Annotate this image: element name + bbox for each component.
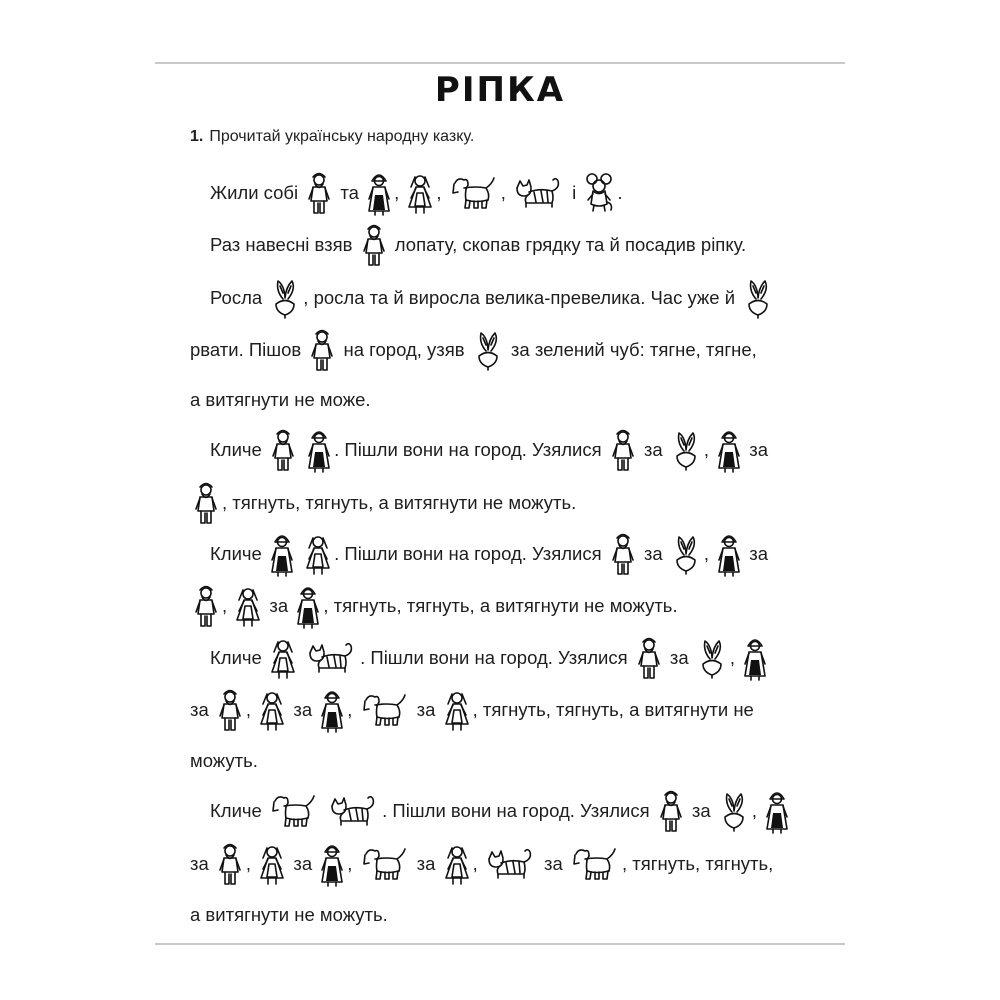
story-line <box>210 217 746 273</box>
story-text-fragment: , тягнуть, тягнуть, а витягнути не можуть. <box>323 595 678 616</box>
grandpa-icon <box>217 840 243 888</box>
grandpa-icon <box>636 634 662 682</box>
story-line <box>210 783 792 839</box>
turnip-icon <box>473 329 503 371</box>
story-text-fragment: , тягнуть, тягнуть, а витягнути не <box>472 699 754 720</box>
story-text-fragment: . Пішли вони на город. Узялися <box>382 800 655 821</box>
story-line <box>190 836 773 892</box>
story-text-fragment: , <box>751 800 763 821</box>
story-line <box>190 372 371 428</box>
page-title: РІПКА <box>434 70 566 110</box>
story-text-fragment: , <box>703 543 715 564</box>
story-text-fragment: можуть. <box>190 750 258 771</box>
story-text-fragment: , <box>394 182 405 203</box>
granddaughter-icon <box>259 842 285 886</box>
story-line <box>190 733 258 789</box>
grandma-icon <box>765 787 789 835</box>
grandpa-icon <box>306 169 332 217</box>
story-text-fragment <box>299 439 304 461</box>
story-text-fragment: на город, узяв <box>338 339 470 360</box>
story-line <box>210 630 770 686</box>
story-text-fragment: , <box>436 182 447 203</box>
story-text-fragment: за <box>664 647 694 668</box>
bottom-divider <box>155 943 845 945</box>
grandpa-icon <box>610 426 636 474</box>
dog-icon <box>361 845 409 883</box>
granddaughter-icon <box>305 532 331 576</box>
grandpa-icon <box>309 326 335 374</box>
grandpa-icon <box>217 686 243 734</box>
cat-icon <box>486 847 536 881</box>
story-text-fragment: Кличе <box>210 543 267 564</box>
grandma-icon <box>320 686 344 734</box>
task-instruction <box>190 128 474 146</box>
cat-icon <box>329 794 379 828</box>
dog-icon <box>571 845 619 883</box>
grandpa-icon <box>193 582 219 630</box>
granddaughter-icon <box>235 584 261 628</box>
story-line <box>210 165 623 221</box>
story-text-fragment: , <box>500 182 511 203</box>
turnip-icon <box>270 277 300 319</box>
granddaughter-icon <box>270 636 296 680</box>
turnip-icon <box>671 429 701 471</box>
story-text-fragment: за <box>638 439 668 460</box>
story-text-fragment: , тягнуть, тягнуть, <box>621 853 774 874</box>
grandpa-icon <box>361 221 387 269</box>
turnip-icon <box>697 637 727 679</box>
grandpa-icon <box>193 479 219 527</box>
turnip-icon <box>719 790 749 832</box>
story-line <box>210 526 768 582</box>
granddaughter-icon <box>259 688 285 732</box>
story-text-fragment: за <box>288 853 318 874</box>
story-text-fragment <box>299 647 304 669</box>
story-text-fragment: Кличе <box>210 647 267 668</box>
top-divider <box>155 62 845 64</box>
grandpa-icon <box>658 787 684 835</box>
cat-icon <box>514 176 564 210</box>
grandma-icon <box>320 840 344 888</box>
story-text-fragment <box>297 543 302 565</box>
story-line <box>190 475 576 531</box>
story-text-fragment: лопату, скопав грядку та й посадив ріпку. <box>389 234 747 255</box>
story-text-fragment: , <box>729 647 741 668</box>
story-text-fragment: Жили собі <box>210 182 304 203</box>
story-text-fragment: Кличе <box>210 439 267 460</box>
story-line <box>210 270 776 326</box>
cat-icon <box>307 641 357 675</box>
story-text-fragment <box>321 800 326 822</box>
story-text-fragment: , тягнуть, тягнуть, а витягнути не можуть. <box>222 492 577 513</box>
story-text-fragment: за <box>288 699 318 720</box>
story-text-fragment: за <box>744 439 769 460</box>
grandma-icon <box>367 169 391 217</box>
story-text-fragment: , росла та й виросла велика-превелика. Час уже й <box>303 287 741 308</box>
story-text-fragment: за зелений чуб: тягне, тягне, <box>505 339 757 360</box>
task-text: Прочитай українську народну казку. <box>209 128 475 145</box>
grandma-icon <box>307 426 331 474</box>
story-text-fragment: за <box>264 595 294 616</box>
grandma-icon <box>743 634 767 682</box>
grandpa-icon <box>610 530 636 578</box>
story-text-fragment: а витягнути не може. <box>190 389 371 410</box>
story-text-fragment: а витягнути не можуть. <box>190 904 388 925</box>
story-line <box>190 682 754 738</box>
turnip-icon <box>743 277 773 319</box>
story-text-fragment: за <box>744 543 769 564</box>
grandma-icon <box>717 530 741 578</box>
story-text-fragment: . Пішли вони на город. Узялися <box>334 439 607 460</box>
granddaughter-icon <box>444 842 470 886</box>
dog-icon <box>450 174 498 212</box>
story-line <box>210 422 768 478</box>
story-text-fragment: . Пішли вони на город. Узялися <box>360 647 633 668</box>
story-text-fragment: Раз навесні взяв <box>210 234 358 255</box>
dog-icon <box>270 792 318 830</box>
story-text-fragment: рвати. Пішов <box>190 339 307 360</box>
grandma-icon <box>296 582 320 630</box>
story-text-fragment: і <box>566 182 582 203</box>
mouse-icon <box>584 172 614 214</box>
task-number: 1. <box>190 128 204 145</box>
story-text-fragment: , <box>245 853 257 874</box>
story-text-fragment: , <box>347 699 358 720</box>
story-text-fragment: . <box>617 182 623 203</box>
turnip-icon <box>671 533 701 575</box>
story-text-fragment: за <box>190 699 214 720</box>
story-text-fragment: та <box>335 182 365 203</box>
story-line <box>190 578 678 634</box>
story-text-fragment: Росла <box>210 287 268 308</box>
story-text-fragment: Кличе <box>210 800 267 821</box>
grandpa-icon <box>270 426 296 474</box>
grandma-icon <box>717 426 741 474</box>
story-text-fragment: . Пішли вони на город. Узялися <box>334 543 607 564</box>
granddaughter-icon <box>444 688 470 732</box>
story-text-fragment: за <box>411 853 441 874</box>
grandma-icon <box>270 530 294 578</box>
granddaughter-icon <box>407 171 433 215</box>
story-text-fragment: за <box>411 699 441 720</box>
story-text-fragment: , <box>245 699 257 720</box>
story-text-fragment: , <box>222 595 233 616</box>
story-text-fragment: за <box>686 800 716 821</box>
story-text-fragment: за <box>190 853 214 874</box>
story-text-fragment: , <box>472 853 483 874</box>
story-text-fragment: за <box>638 543 668 564</box>
story-line <box>190 322 757 378</box>
story-text-fragment: за <box>538 853 568 874</box>
dog-icon <box>361 691 409 729</box>
story-text-fragment: , <box>703 439 715 460</box>
story-text-fragment: , <box>347 853 358 874</box>
story-line <box>190 887 388 943</box>
